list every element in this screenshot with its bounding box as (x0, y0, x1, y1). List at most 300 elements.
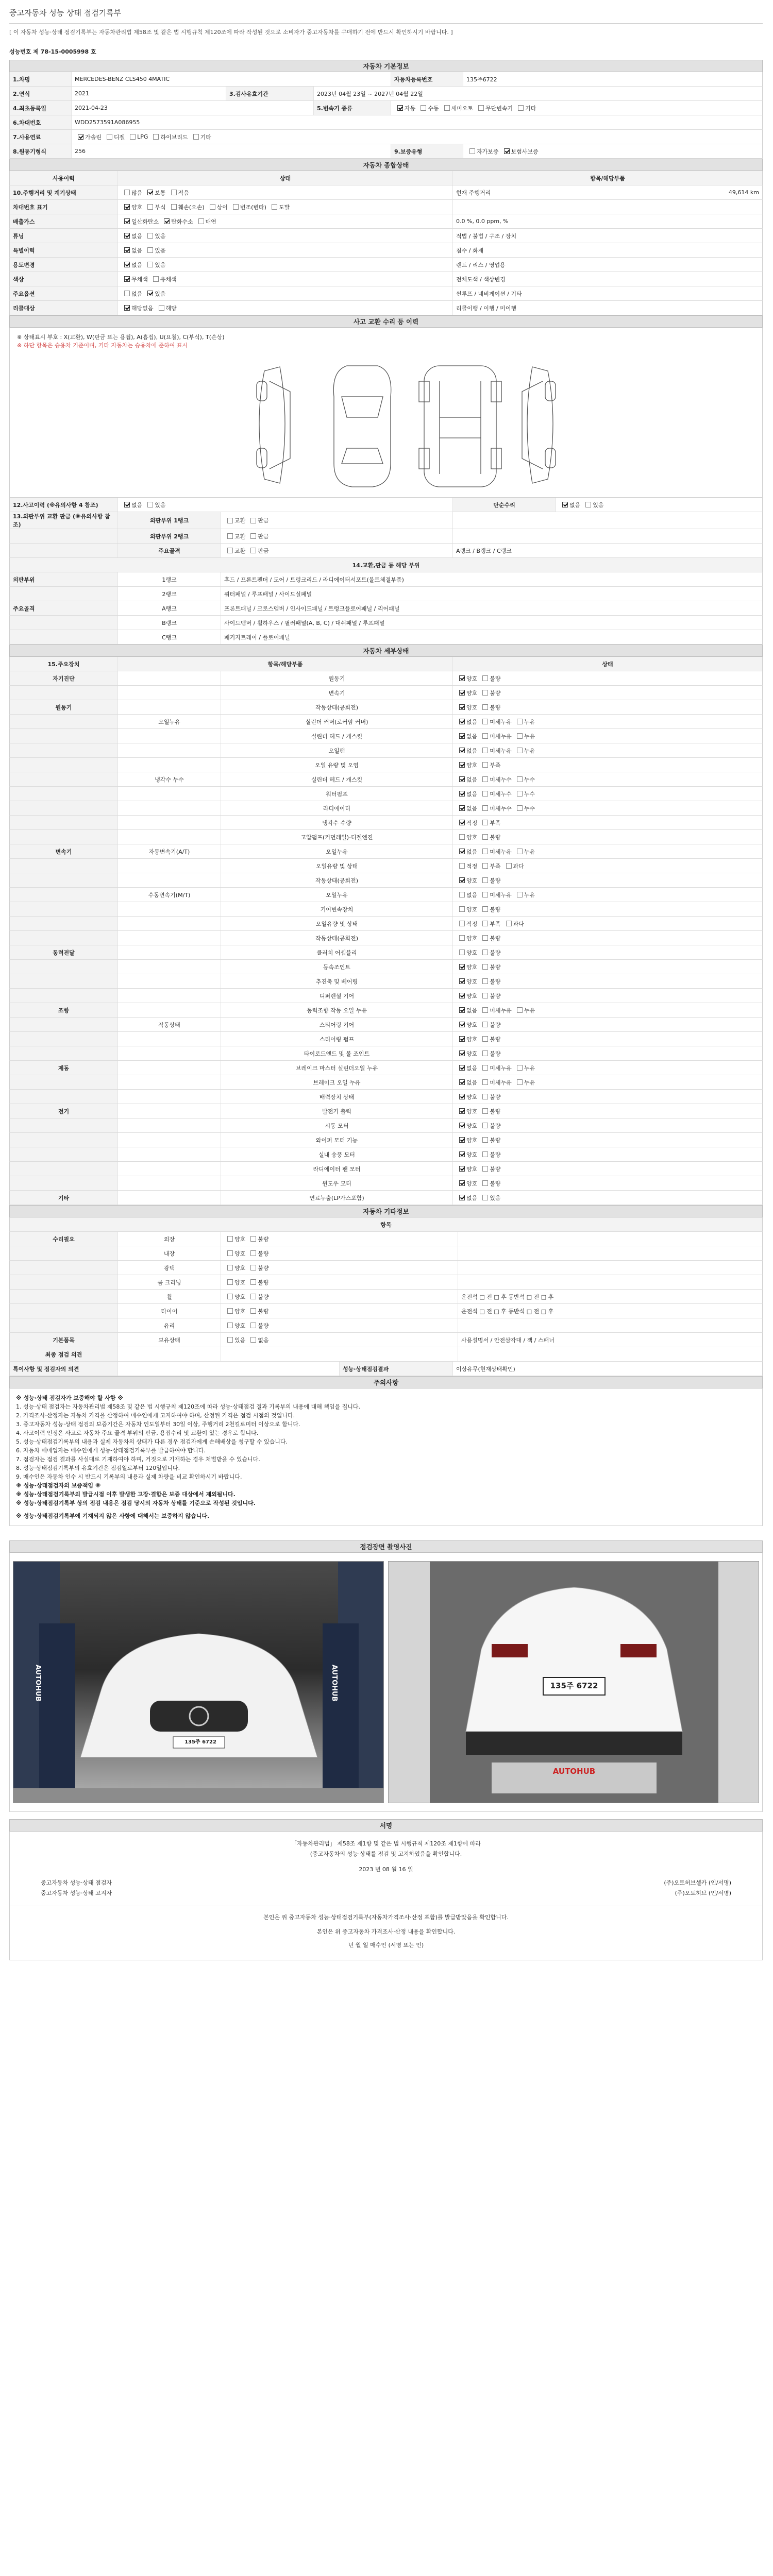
checkbox[interactable] (124, 218, 130, 224)
detail-group (10, 729, 118, 743)
checkbox-label: 있음 (234, 1336, 246, 1344)
checkbox[interactable] (227, 1294, 233, 1299)
checkbox[interactable] (517, 776, 523, 782)
checkbox[interactable] (153, 276, 159, 282)
checkbox[interactable] (517, 733, 523, 739)
general-row-status (118, 214, 453, 228)
checkbox[interactable] (506, 921, 512, 926)
checkbox[interactable] (198, 218, 204, 224)
checkbox[interactable] (482, 1195, 488, 1200)
detail-row (9, 844, 763, 859)
general-option (121, 189, 142, 197)
checkbox[interactable] (250, 1323, 256, 1328)
checkbox[interactable] (444, 105, 450, 111)
detail-option (456, 992, 477, 1000)
accident-legend: ※ 상태표시 부호 : X(교환), W(판금 또는 용접), A(흠집), U(요철), C(부식), T(손상) (17, 334, 225, 341)
checkbox[interactable] (459, 921, 465, 926)
checkbox-label: 양호 (466, 963, 478, 971)
checkbox[interactable] (482, 776, 488, 782)
label-transmission: 5.변속기 종류 (314, 101, 391, 115)
detail-group (10, 743, 118, 757)
detail-subgroup (118, 873, 221, 887)
checkbox[interactable] (459, 978, 465, 984)
checkbox-label: 불량 (490, 1165, 501, 1173)
checkbox[interactable] (459, 675, 465, 681)
checkbox-label: 도말 (278, 204, 290, 211)
checkbox[interactable] (124, 305, 130, 311)
general-row-extra (453, 258, 762, 272)
checkbox-label: 양호 (466, 704, 478, 711)
checkbox[interactable] (459, 1007, 465, 1013)
note-line: 3. 중고자동차 성능·상태 점검의 보증기간은 자동차 인도일부터 30일 이상, 주행거리 2천킬로미터 이상으로 합니다. (16, 1421, 300, 1428)
checkbox[interactable] (227, 1308, 233, 1314)
checkbox-label: 양호 (466, 935, 478, 942)
checkbox[interactable] (227, 1265, 233, 1270)
checkbox[interactable] (459, 1108, 465, 1114)
detail-group: 변속기 (10, 844, 118, 858)
checkbox[interactable] (517, 748, 523, 753)
checkbox[interactable] (478, 105, 484, 111)
checkbox[interactable] (482, 935, 488, 941)
checkbox-label: 불량 (490, 1108, 501, 1115)
extra-side: 사용설명서 / 안전삼각대 / 잭 / 스패너 (461, 1336, 554, 1344)
checkbox[interactable] (459, 1036, 465, 1042)
extra-option (247, 1278, 268, 1286)
extra-row (9, 1246, 763, 1261)
checkbox[interactable] (482, 1022, 488, 1027)
detail-item: 오일유량 및 상태 (221, 917, 453, 930)
detail-status (453, 1075, 762, 1089)
checkbox[interactable] (250, 533, 256, 539)
general-option (121, 246, 142, 255)
detail-option (479, 1035, 500, 1043)
checkbox[interactable] (482, 834, 488, 840)
detail-subgroup (118, 1118, 221, 1132)
checkbox[interactable] (459, 1195, 465, 1200)
extra-row (9, 1333, 763, 1347)
checkbox[interactable] (459, 1094, 465, 1099)
detail-item: 라디에이터 팬 모터 (221, 1162, 453, 1176)
detail-group (10, 917, 118, 930)
detail-group (10, 989, 118, 1003)
detail-group: 원동기 (10, 700, 118, 714)
checkbox[interactable] (250, 1279, 256, 1285)
checkbox[interactable] (459, 1079, 465, 1085)
checkbox[interactable] (469, 148, 475, 154)
checkbox[interactable] (459, 993, 465, 998)
extra-group (10, 1304, 118, 1318)
checkbox[interactable] (517, 1007, 523, 1013)
checkbox[interactable] (459, 849, 465, 854)
checkbox[interactable] (250, 1294, 256, 1299)
checkbox-label: 불량 (490, 877, 501, 884)
detail-group (10, 758, 118, 772)
detail-option (479, 977, 500, 986)
checkbox[interactable] (482, 892, 488, 897)
checkbox-label: 양호 (234, 1235, 246, 1243)
checkbox-label: 없음 (466, 718, 478, 725)
detail-option (479, 804, 512, 812)
checkbox[interactable] (482, 1180, 488, 1186)
checkbox[interactable] (459, 791, 465, 796)
checkbox[interactable] (482, 719, 488, 724)
checkbox[interactable] (459, 906, 465, 912)
general-row-label: 주요옵션 (10, 286, 118, 300)
checkbox[interactable] (227, 548, 233, 553)
checkbox[interactable] (482, 978, 488, 984)
checkbox[interactable] (147, 502, 153, 507)
detail-row (9, 1061, 763, 1075)
checkbox-label: 양호 (466, 834, 478, 841)
checkbox[interactable] (482, 1123, 488, 1128)
checkbox[interactable] (250, 518, 256, 523)
checkbox[interactable] (482, 1050, 488, 1056)
checkbox[interactable] (459, 834, 465, 840)
checkbox[interactable] (124, 204, 130, 210)
checkbox[interactable] (459, 1180, 465, 1186)
checkbox[interactable] (517, 1065, 523, 1071)
checkbox[interactable] (171, 190, 177, 195)
checkbox[interactable] (482, 1108, 488, 1114)
checkbox[interactable] (147, 190, 153, 195)
checkbox-label: 양호 (466, 906, 478, 913)
checkbox[interactable] (124, 233, 130, 239)
checkbox[interactable] (250, 548, 256, 553)
basic-row-2 (9, 87, 763, 101)
transmission-options-option (441, 104, 474, 112)
detail-subgroup (118, 830, 221, 844)
checkbox[interactable] (171, 204, 177, 210)
checkbox[interactable] (482, 748, 488, 753)
accident-row-extra (453, 512, 762, 529)
signature-bottom-1: 본인은 위 중고자동차 성능·상태점검기록부(자동차가격조사·산정 포함)를 발급받았음을 확인합니다. (10, 1906, 762, 1923)
section-photos: 점검장면 촬영사진 (9, 1540, 763, 1553)
general-row-label: 튜닝 (10, 229, 118, 243)
checkbox[interactable] (482, 762, 488, 768)
checkbox[interactable] (124, 247, 130, 253)
checkbox[interactable] (482, 820, 488, 825)
checkbox[interactable] (459, 762, 465, 768)
checkbox[interactable] (482, 950, 488, 955)
detail-status (453, 945, 762, 959)
detail-item: 타이로드엔드 및 볼 조인트 (221, 1046, 453, 1060)
checkbox[interactable] (227, 1323, 233, 1328)
checkbox[interactable] (459, 950, 465, 955)
checkbox[interactable] (147, 291, 153, 296)
detail-status (453, 1090, 762, 1104)
checkbox[interactable] (517, 1079, 523, 1085)
general-option (207, 203, 228, 211)
general-extra-text: 적법 / 불법 / 구조 / 장치 (456, 232, 517, 240)
checkbox[interactable] (482, 791, 488, 796)
detail-group (10, 715, 118, 728)
checkbox[interactable] (459, 877, 465, 883)
detail-item: 작동상태(공회전) (221, 873, 453, 887)
detail-row (9, 989, 763, 1003)
general-option (121, 304, 154, 312)
checkbox[interactable] (562, 502, 568, 507)
checkbox[interactable] (459, 820, 465, 825)
checkbox[interactable] (518, 105, 524, 111)
checkbox-label: 무단변속기 (485, 105, 513, 112)
checkbox[interactable] (147, 247, 153, 253)
checkbox-label: 불량 (490, 1050, 501, 1057)
checkbox-label: 양호 (466, 1137, 478, 1144)
checkbox[interactable] (193, 134, 199, 140)
detail-subgroup (118, 1162, 221, 1176)
checkbox[interactable] (227, 1236, 233, 1242)
checkbox[interactable] (272, 204, 277, 210)
detail-subgroup (118, 1104, 221, 1118)
checkbox[interactable] (459, 805, 465, 811)
checkbox-label: 미세누수 (490, 776, 512, 783)
opinion-empty (118, 1362, 340, 1376)
detail-group (10, 960, 118, 974)
checkbox-label: 많음 (131, 189, 143, 196)
checkbox[interactable] (482, 1137, 488, 1143)
checkbox[interactable] (227, 1337, 233, 1343)
checkbox[interactable] (482, 690, 488, 696)
detail-group (10, 1118, 118, 1132)
checkbox[interactable] (482, 1079, 488, 1085)
checkbox-label: 있음 (155, 501, 166, 509)
checkbox[interactable] (585, 502, 591, 507)
checkbox[interactable] (482, 906, 488, 912)
checkbox[interactable] (459, 690, 465, 696)
detail-status (453, 1191, 762, 1205)
fuel-options-option (75, 133, 102, 141)
frame-items: 사이드멤버 / 휠하우스 / 필러패널(A, B, C) / 대쉬패널 / 루프패널 (224, 619, 385, 626)
detail-option (503, 920, 524, 928)
checkbox[interactable] (250, 1337, 256, 1343)
detail-subgroup (118, 729, 221, 743)
checkbox[interactable] (517, 849, 523, 854)
checkbox[interactable] (459, 1123, 465, 1128)
checkbox-label: 양호 (234, 1250, 246, 1257)
detail-status (453, 931, 762, 945)
extra-group (10, 1246, 118, 1260)
opinion-label: 특이사항 및 점검자의 의견 (10, 1362, 118, 1376)
checkbox-label: 불량 (490, 1122, 501, 1129)
checkbox[interactable] (517, 892, 523, 897)
checkbox[interactable] (482, 1036, 488, 1042)
checkbox[interactable] (482, 1007, 488, 1013)
checkbox[interactable] (459, 1050, 465, 1056)
section-extra: 자동차 기타정보 (9, 1205, 763, 1217)
checkbox[interactable] (250, 1308, 256, 1314)
checkbox[interactable] (459, 748, 465, 753)
checkbox-label: 불량 (490, 906, 501, 913)
detail-option (479, 819, 500, 827)
detail-row (9, 772, 763, 787)
checkbox[interactable] (506, 863, 512, 869)
checkbox-label: 양호 (234, 1264, 246, 1272)
detail-option (456, 1078, 477, 1087)
checkbox[interactable] (227, 533, 233, 539)
checkbox[interactable] (78, 134, 83, 140)
extra-status (221, 1304, 458, 1318)
checkbox[interactable] (227, 518, 233, 523)
checkbox[interactable] (459, 776, 465, 782)
detail-option (479, 1064, 512, 1072)
checkbox[interactable] (421, 105, 426, 111)
checkbox-label: 미세누유 (490, 891, 512, 899)
accident-row-extra: A랭크 / B랭크 / C랭크 (456, 547, 512, 554)
checkbox[interactable] (459, 1022, 465, 1027)
checkbox[interactable] (397, 105, 403, 111)
checkbox-label: 양호 (466, 1050, 478, 1057)
detail-option (514, 848, 535, 856)
checkbox-label: 미세누유 (490, 1079, 512, 1086)
extra-status (221, 1318, 458, 1332)
extra-status (221, 1275, 458, 1289)
checkbox-label: 자동 (405, 105, 416, 112)
checkbox[interactable] (459, 892, 465, 897)
detail-option (479, 905, 500, 913)
checkbox-label: 불량 (490, 992, 501, 999)
checkbox[interactable] (124, 190, 130, 195)
detail-item: 실린더 커버(로커암 커버) (221, 715, 453, 728)
checkbox[interactable] (482, 1151, 488, 1157)
checkbox-label: 미세누유 (490, 1007, 512, 1014)
detail-option (479, 1150, 500, 1159)
detail-row (9, 974, 763, 989)
detail-status (453, 700, 762, 714)
checkbox[interactable] (517, 805, 523, 811)
checkbox[interactable] (159, 305, 164, 311)
checkbox[interactable] (459, 704, 465, 710)
detail-option (456, 1064, 477, 1072)
extra-row (9, 1290, 763, 1304)
checkbox[interactable] (482, 1065, 488, 1071)
checkbox[interactable] (147, 262, 153, 267)
checkbox[interactable] (459, 733, 465, 739)
detail-row (9, 801, 763, 816)
detail-header (9, 657, 763, 671)
extra-option (224, 1278, 245, 1286)
detail-subgroup (118, 801, 221, 815)
checkbox[interactable] (153, 134, 159, 140)
checkbox[interactable] (459, 964, 465, 970)
extra-item: 보유상태 (118, 1333, 221, 1347)
checkbox[interactable] (227, 1250, 233, 1256)
opinion-result-value: 이상유무(현재상태확인) (456, 1365, 515, 1372)
checkbox[interactable] (459, 719, 465, 724)
checkbox[interactable] (124, 502, 130, 507)
checkbox[interactable] (482, 993, 488, 998)
checkbox[interactable] (517, 791, 523, 796)
checkbox-label: 불량 (490, 978, 501, 985)
checkbox[interactable] (482, 849, 488, 854)
checkbox[interactable] (482, 964, 488, 970)
detail-status (453, 859, 762, 873)
detail-row (9, 1133, 763, 1147)
detail-option (456, 876, 477, 885)
checkbox[interactable] (164, 218, 170, 224)
checkbox[interactable] (250, 1265, 256, 1270)
checkbox[interactable] (227, 1279, 233, 1285)
checkbox[interactable] (210, 204, 215, 210)
checkbox[interactable] (482, 704, 488, 710)
checkbox-label: 없음 (466, 891, 478, 899)
extra-item: 외장 (118, 1232, 221, 1246)
detail-row (9, 1090, 763, 1104)
label-car-name: 1.차명 (10, 72, 72, 86)
checkbox-label: 불량 (490, 949, 501, 956)
detail-option (456, 761, 477, 769)
checkbox-label: 누유 (524, 747, 535, 754)
checkbox[interactable] (459, 1137, 465, 1143)
checkbox[interactable] (124, 276, 130, 282)
checkbox[interactable] (147, 204, 153, 210)
checkbox-label: 양호 (234, 1308, 246, 1315)
checkbox[interactable] (459, 1065, 465, 1071)
car-left-side-icon (257, 367, 290, 483)
frame-header: 14.교환,판금 등 해당 부위 (352, 562, 420, 569)
checkbox-label: 없음 (466, 747, 478, 754)
checkbox[interactable] (459, 863, 465, 869)
checkbox[interactable] (459, 1166, 465, 1172)
checkbox[interactable] (147, 233, 153, 239)
checkbox[interactable] (482, 863, 488, 869)
notes-lines (16, 1394, 756, 1507)
checkbox-label: 없음 (466, 733, 478, 740)
detail-option (479, 1021, 500, 1029)
checkbox[interactable] (482, 805, 488, 811)
checkbox[interactable] (482, 921, 488, 926)
checkbox[interactable] (130, 134, 136, 140)
note-line: 6. 자동차 매매업자는 매수인에게 성능·상태점검기록부를 발급하여야 합니다. (16, 1447, 206, 1454)
checkbox[interactable] (482, 877, 488, 883)
checkbox[interactable] (482, 733, 488, 739)
detail-status (453, 1133, 762, 1147)
section-basic-info: 자동차 기본정보 (9, 60, 763, 72)
checkbox[interactable] (482, 1166, 488, 1172)
accident-option (247, 532, 268, 540)
detail-status (453, 1104, 762, 1118)
checkbox[interactable] (250, 1250, 256, 1256)
checkbox[interactable] (107, 134, 112, 140)
photo-front-brand-left: AUTOHUB (34, 1665, 42, 1702)
detail-status (453, 974, 762, 988)
checkbox[interactable] (124, 291, 130, 296)
detail-row (9, 902, 763, 917)
checkbox[interactable] (482, 1094, 488, 1099)
checkbox[interactable] (124, 262, 130, 267)
checkbox[interactable] (250, 1236, 256, 1242)
basic-row-4 (9, 115, 763, 130)
checkbox[interactable] (517, 719, 523, 724)
note-line: 7. 점검자는 점검 결과를 사실대로 기재하여야 하며, 거짓으로 기재하는 경우 처벌받을 수 있습니다. (16, 1456, 260, 1463)
frame-rank: C랭크 (118, 630, 221, 644)
checkbox[interactable] (233, 204, 239, 210)
detail-option (479, 1078, 512, 1087)
detail-option (514, 775, 535, 784)
checkbox-label: 없음 (466, 805, 478, 812)
checkbox[interactable] (482, 675, 488, 681)
notes-box (9, 1388, 763, 1526)
detail-group (10, 1147, 118, 1161)
checkbox[interactable] (504, 148, 510, 154)
extra-group (10, 1290, 118, 1303)
general-extra-text: 렌트 / 리스 / 영업용 (456, 261, 506, 268)
checkbox[interactable] (459, 935, 465, 941)
detail-group (10, 1032, 118, 1046)
signature-bottom-2: 본인은 위 중고자동차 가격조사·산정 내용을 확인합니다. (316, 1928, 456, 1935)
transmission-options-option (417, 104, 439, 112)
warranty-options-option (501, 147, 539, 156)
checkbox[interactable] (459, 1151, 465, 1157)
